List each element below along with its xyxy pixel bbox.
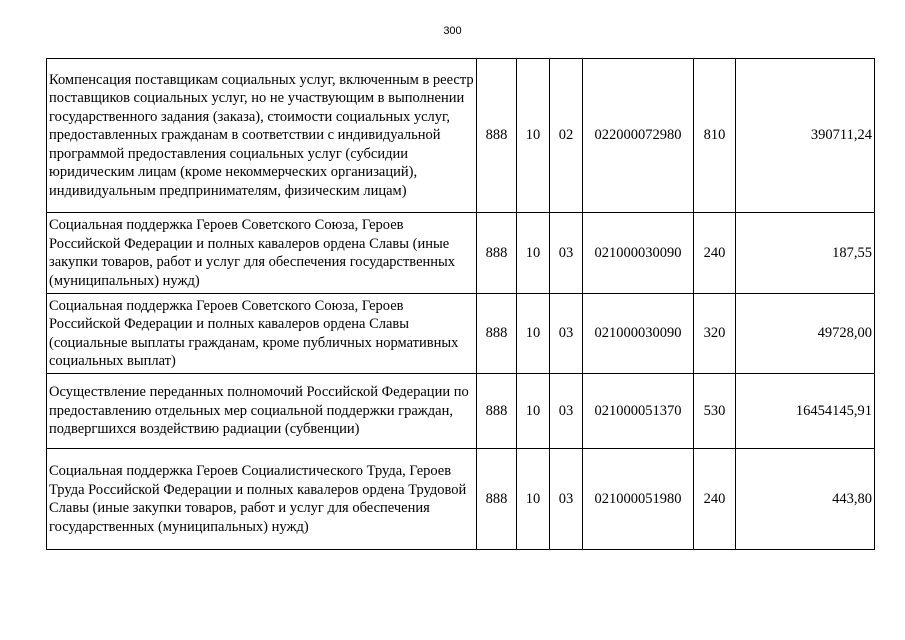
- table-row: [47, 374, 875, 449]
- row-amount: 443,80: [736, 449, 875, 550]
- row-subsection-code: 03: [550, 294, 583, 374]
- page-number: 300: [443, 25, 462, 37]
- row-ministry-code: 888: [477, 294, 517, 374]
- row-subsection-code: 03: [550, 374, 583, 449]
- row-target-code: 021000030090: [583, 294, 694, 374]
- row-section-code: 10: [517, 59, 550, 213]
- row-description: Социальная поддержка Героев Советского Союза, Героев Российской Федерации и полных кавалеров ордена Славы (социальные выплаты гражданам, кроме публичных нормативных социальных выплат): [47, 294, 477, 374]
- row-expense-type-code: 240: [694, 213, 736, 294]
- row-section-code: 10: [517, 213, 550, 294]
- row-ministry-code: 888: [477, 374, 517, 449]
- row-ministry-code: 888: [477, 449, 517, 550]
- row-expense-type-code: 320: [694, 294, 736, 374]
- row-target-code: 022000072980: [583, 59, 694, 213]
- row-subsection-code: 03: [550, 449, 583, 550]
- row-expense-type-code: 810: [694, 59, 736, 213]
- row-ministry-code: 888: [477, 213, 517, 294]
- row-amount: 49728,00: [736, 294, 875, 374]
- row-target-code: 021000051370: [583, 374, 694, 449]
- row-description: Компенсация поставщикам социальных услуг, включенным в реестр поставщиков социальных услуг, но не участвующим в выполнении государственного задания (заказа), стоимости социальных услуг, предоставленных гражданам в соответствии с индивидуальной программой предоставления социальных услуг (субсидии юридическим лицам (кроме некоммерческих организаций), индивидуальным предпринимателям, физическим лицам): [47, 59, 477, 213]
- row-section-code: 10: [517, 449, 550, 550]
- table-row: [47, 213, 875, 294]
- row-description: Социальная поддержка Героев Советского Союза, Героев Российской Федерации и полных кавалеров ордена Славы (иные закупки товаров, работ и услуг для обеспечения государственных (муниципальных) нужд): [47, 213, 477, 294]
- row-subsection-code: 02: [550, 59, 583, 213]
- table-row: [47, 59, 875, 213]
- row-description: Осуществление переданных полномочий Российской Федерации по предоставлению отдельных мер социальной поддержки граждан, подвергшихся воздействию радиации (субвенции): [47, 374, 477, 449]
- row-expense-type-code: 530: [694, 374, 736, 449]
- row-expense-type-code: 240: [694, 449, 736, 550]
- row-amount: 187,55: [736, 213, 875, 294]
- row-target-code: 021000051980: [583, 449, 694, 550]
- row-subsection-code: 03: [550, 213, 583, 294]
- table-row: [47, 294, 875, 374]
- row-section-code: 10: [517, 374, 550, 449]
- row-ministry-code: 888: [477, 59, 517, 213]
- row-section-code: 10: [517, 294, 550, 374]
- table-row: [47, 449, 875, 550]
- budget-table: [46, 58, 875, 550]
- row-description: Социальная поддержка Героев Социалистического Труда, Героев Труда Российской Федерации и полных кавалеров ордена Трудовой Славы (иные закупки товаров, работ и услуг для обеспечения государственных (муниципальных) нужд): [47, 449, 477, 550]
- row-amount: 390711,24: [736, 59, 875, 213]
- row-amount: 16454145,91: [736, 374, 875, 449]
- row-target-code: 021000030090: [583, 213, 694, 294]
